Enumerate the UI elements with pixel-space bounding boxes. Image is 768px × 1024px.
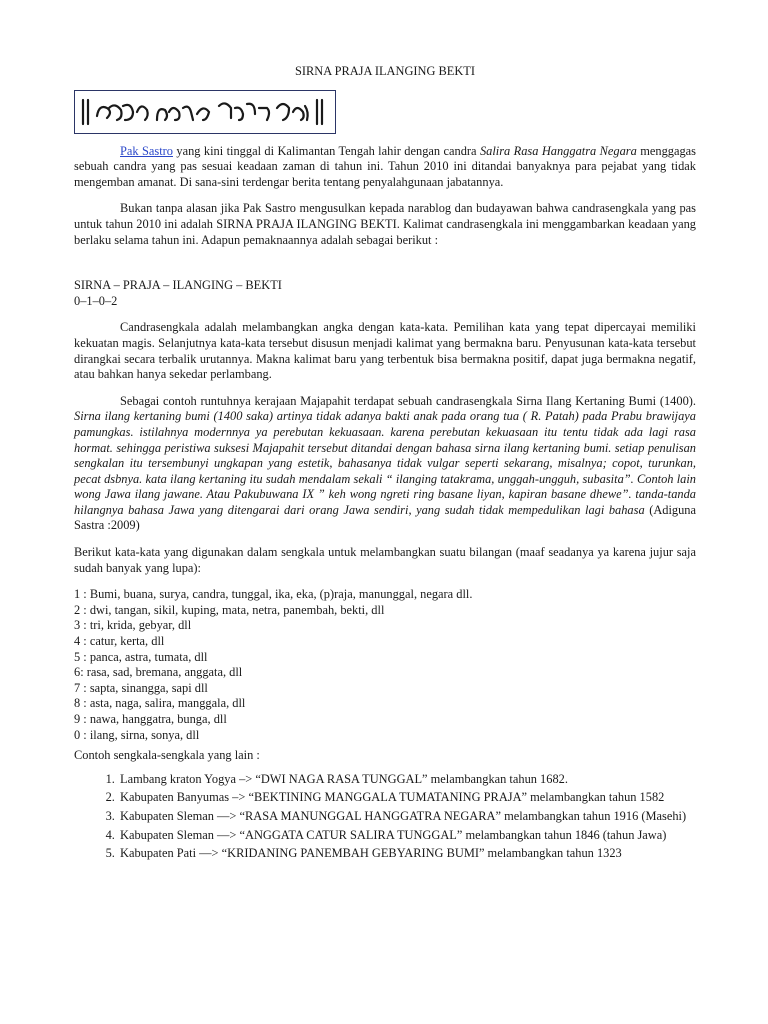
pak-sastro-link[interactable]: Pak Sastro (120, 143, 173, 158)
list-item: 0 : ilang, sirna, sonya, dll (74, 727, 200, 742)
javanese-script-icon (79, 94, 331, 130)
intro-text-b: menggagas sebuah candra yang pas sesuai keadaan zaman di tahun ini. Tahun 2010 ini ditandai banyaknya para pejabat yang tidak mengemban amanat. Di sana-sini terdengar berita tentang penyalahgunaan jabatannya. (74, 143, 696, 189)
document-page (74, 64, 696, 865)
list-item: 7 : sapta, sinangga, sapi dll (74, 680, 208, 695)
intro-text-a: yang kini tinggal di Kalimantan Tengah lahir dengan candra (172, 143, 480, 158)
intro-italic: Salira Rasa Hanggatra Negara (479, 143, 637, 158)
list-item: 6: rasa, sad, bremana, anggata, dll (74, 665, 243, 680)
paragraph-3: Candrasengkala adalah melambangkan angka dengan kata-kata. Pemilihan kata yang tepat dipercayai memiliki kekuatan magis. Selanjutnya kata-kata tersebut disusun menjadi kalimat yang bermakna baru. Penyusunan kata-kata tersebut dirangkai secara terbalik urutannya. Makna kalimat baru yang terbentuk bisa bermakna positif, dapat juga bermakna negatif, atau bahkan hanya sekedar perlambang. (74, 320, 696, 382)
list-item: 5. Kabupaten Pati —> “KRIDANING PANEMBAH GEBYARING BUMI” melambangkan tahun 1323 (118, 846, 696, 862)
paragraph-5: Berikut kata-kata yang digunakan dalam sengkala untuk melambangkan suatu bilangan (maaf seadanya ya karena jujur saja sudah banyak yang lupa): (74, 545, 696, 575)
list-item: 4. Kabupaten Sleman —> “ANGGATA CATUR SALIRA TUNGGAL” melambangkan tahun 1846 (tahun Jawa) (118, 828, 696, 844)
list-item: 4 : catur, kerta, dll (74, 634, 165, 649)
p4-italic: Sirna ilang kertaning bumi (1400 saka) artinya tidak adanya bakti anak pada orang tua ( R. Patah) pada Prabu brawijaya pamungkas. istilahnya modernnya ya perebutan kekuasaan. karena perebutan kekuasaan itu tentu tidak ada lagi rasa hormat. sehingga peristiwa suksesi Majapahit tersebut ditandai dengan bahasa sirna ilang kertaning bumi. setiap penulisan sengkalan itu tersembunyi ungkapan yang estetik, bahasanya tidak vulgar seperti sekarang, misalnya; copot, turunkan, pecat dsbnya. kata ilang kertaning itu sudah mendalam sekali “ ilanging tatakrama, unggah-ungguh, subasita”. Contoh lain wong Jawa ilang jawane. Atau Pakubuwana IX ” keh wong ngreti ring basane liyan, kapiran basane dhewe”. tanda-tanda hilangnya bahasa Jawa yang ditengarai dari orang Jawa sendiri, yang sudah tidak mempedulikan lagi bahasa (74, 409, 696, 517)
list-item: 3 : tri, krida, gebyar, dll (74, 618, 192, 633)
paragraph-2: Bukan tanpa alasan jika Pak Sastro mengusulkan kepada narablog dan budayawan bahwa candrasengkala yang pas untuk tahun 2010 ini adalah SIRNA PRAJA ILANGING BEKTI. Kalimat candrasengkala ini menggambarkan keadaan yang berlaku selama tahun ini. Adapun pemaknaannya adalah sebagai berikut : (74, 201, 696, 247)
number-word-list (74, 587, 696, 743)
paragraph-4 (74, 394, 696, 534)
list-item: 5 : panca, astra, tumata, dll (74, 649, 208, 664)
p4-text-a: Sebagai contoh runtuhnya kerajaan Majapahit terdapat sebuah candrasengkala Sirna Ilang Kertaning Bumi (1400). (120, 393, 696, 408)
list-item: 3. Kabupaten Sleman —> “RASA MANUNGGAL HANGGATRA NEGARA” melambangkan tahun 1916 (Masehi) (118, 809, 696, 825)
document-title: SIRNA PRAJA ILANGING BEKTI (294, 64, 475, 78)
intro-paragraph (74, 144, 696, 191)
p4-text-b: (Adiguna Sastra :2009) (74, 502, 697, 533)
sengkala-number: 0–1–0–2 (74, 293, 118, 308)
sengkala-heading: SIRNA – PRAJA – ILANGING – BEKTI (74, 278, 282, 293)
examples-list (74, 772, 696, 862)
list-item: 8 : asta, naga, salira, manggala, dll (74, 696, 246, 711)
list-item: 2 : dwi, tangan, sikil, kuping, mata, netra, panembah, bekti, dll (74, 602, 385, 617)
list-item: 1 : Bumi, buana, surya, candra, tunggal, ika, eka, (p)raja, manunggal, negara dll. (74, 587, 473, 602)
list-item: 2. Kabupaten Banyumas –> “BEKTINING MANGGALA TUMATANING PRAJA” melambangkan tahun 1582 (118, 790, 696, 806)
list-item: 1. Lambang kraton Yogya –> “DWI NAGA RASA TUNGGAL” melambangkan tahun 1682. (118, 772, 696, 788)
list-item: 9 : nawa, hanggatra, bunga, dll (74, 712, 227, 726)
javanese-script-image (74, 90, 336, 134)
paragraph-6: Contoh sengkala-sengkala yang lain : (74, 748, 260, 763)
